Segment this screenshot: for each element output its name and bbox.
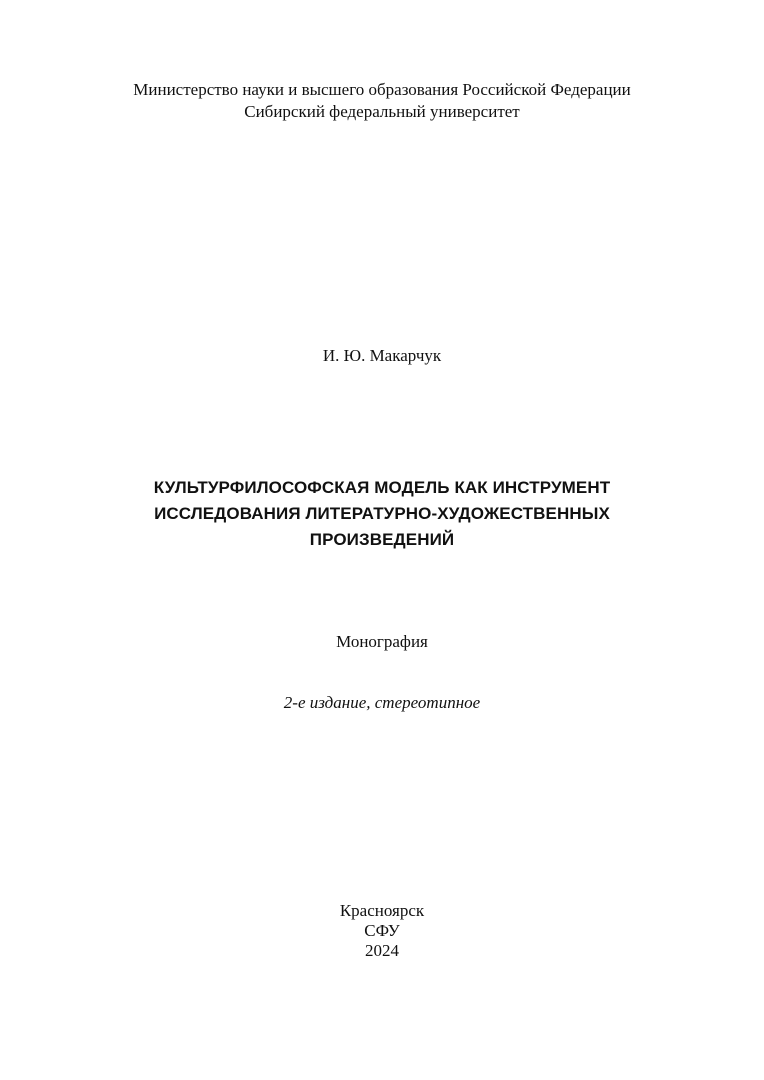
- imprint-city: Красноярск: [339, 901, 425, 920]
- title-line-2: ИССЛЕДОВАНИЯ ЛИТЕРАТУРНО-ХУДОЖЕСТВЕННЫХ: [154, 504, 610, 523]
- imprint-year: 2024: [365, 941, 399, 960]
- genre-label: Монография: [336, 632, 428, 651]
- author-name: И. Ю. Макарчук: [322, 346, 442, 365]
- imprint-publisher: СФУ: [364, 921, 400, 940]
- edition-label: 2-е издание, стереотипное: [283, 693, 481, 712]
- title-line-3: ПРОИЗВЕДЕНИЙ: [309, 530, 455, 549]
- university-line: Сибирский федеральный университет: [244, 102, 520, 121]
- ministry-line: Министерство науки и высшего образования Российской Федерации: [133, 80, 631, 99]
- title-line-1: КУЛЬТУРФИЛОСОФСКАЯ МОДЕЛЬ КАК ИНСТРУМЕНТ: [153, 478, 611, 497]
